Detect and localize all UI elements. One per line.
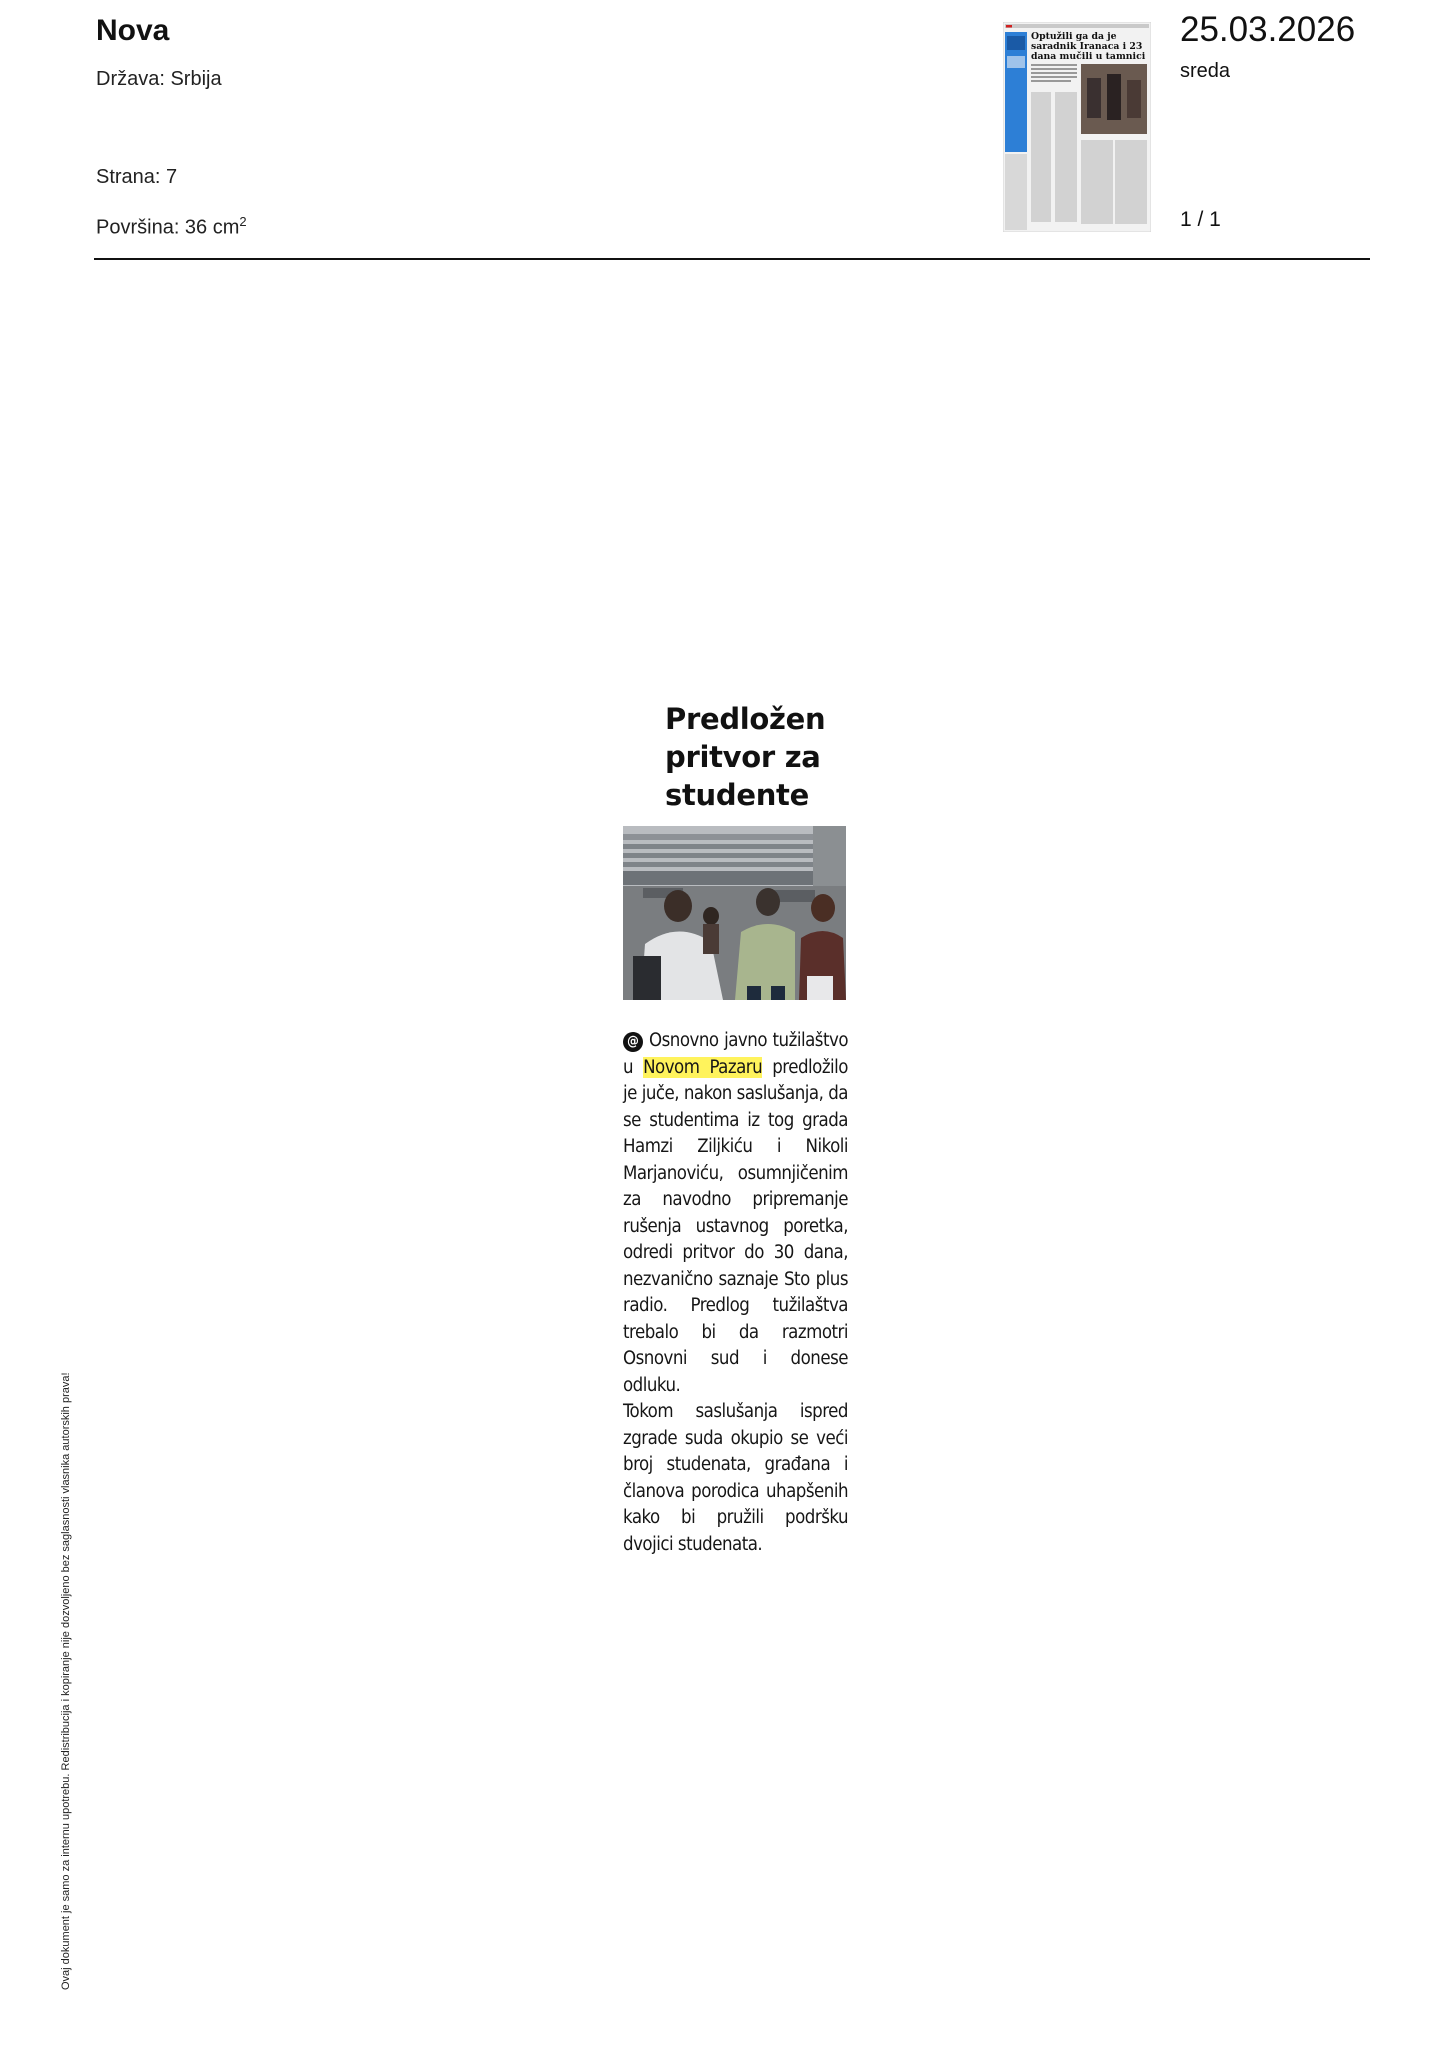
thumbnail-headline-line1: Optužili ga da je bbox=[1031, 31, 1117, 42]
paragraph-1-start: Osnovno javno tužilaštvo u bbox=[623, 1030, 848, 1078]
article-photo bbox=[623, 826, 846, 1000]
country-label: Država: Srbija bbox=[96, 68, 222, 90]
copyright-notice: Ovaj dokument je samo za internu upotrebu. Redistribucija i kopiranje nije dozvoljeno bez saglasnosti vlasnika autorskih prava! bbox=[60, 1372, 72, 1990]
article-paragraph-1 bbox=[623, 1028, 848, 1399]
thumbnail-headline-line2: saradnik Iranaca i 23 bbox=[1031, 41, 1143, 52]
publication-date: 25.03.2026 bbox=[1180, 10, 1356, 49]
article-headline bbox=[665, 700, 885, 814]
page-number: Strana: 7 bbox=[96, 166, 178, 188]
headline-line-2: pritvor za bbox=[665, 740, 821, 774]
weekday: sreda bbox=[1180, 60, 1231, 82]
headline-line-1: Predložen bbox=[665, 702, 826, 736]
area-exponent: 2 bbox=[239, 214, 247, 229]
page-thumbnail bbox=[1003, 22, 1151, 232]
area-label bbox=[96, 214, 247, 240]
highlighted-place-name: Novom Pazaru bbox=[643, 1056, 763, 1078]
publication-name: Nova bbox=[96, 14, 170, 47]
article-paragraph-2: Tokom saslušanja ispred zgrade suda okupio se veći broj studenata, građana i članova porodica uhapšenih kako bi pružili podršku dvojici studenata. bbox=[623, 1401, 848, 1555]
page-count: 1 / 1 bbox=[1180, 208, 1221, 231]
article-body bbox=[623, 1028, 848, 1558]
thumbnail-headline-line3: dana mučili u tamnici bbox=[1031, 51, 1146, 62]
area-text: Površina: 36 cm bbox=[96, 216, 240, 239]
at-sign-icon: @ bbox=[623, 1032, 643, 1052]
paragraph-1-rest: predložilo je juče, nakon saslušanja, da se studentima iz tog grada Hamzi Ziljkiću i Nikoli Marjanoviću, osumnjičenim za navodno pripremanje rušenja ustavnog poretka, odredi pritvor do 30 dana, nezvanično saznaje Sto plus radio. Predlog tužilaštva trebalo bi da razmotri Osnovni sud i donese odluku. bbox=[623, 1056, 848, 1396]
header-divider bbox=[94, 258, 1370, 260]
headline-line-3: studente bbox=[665, 778, 809, 812]
